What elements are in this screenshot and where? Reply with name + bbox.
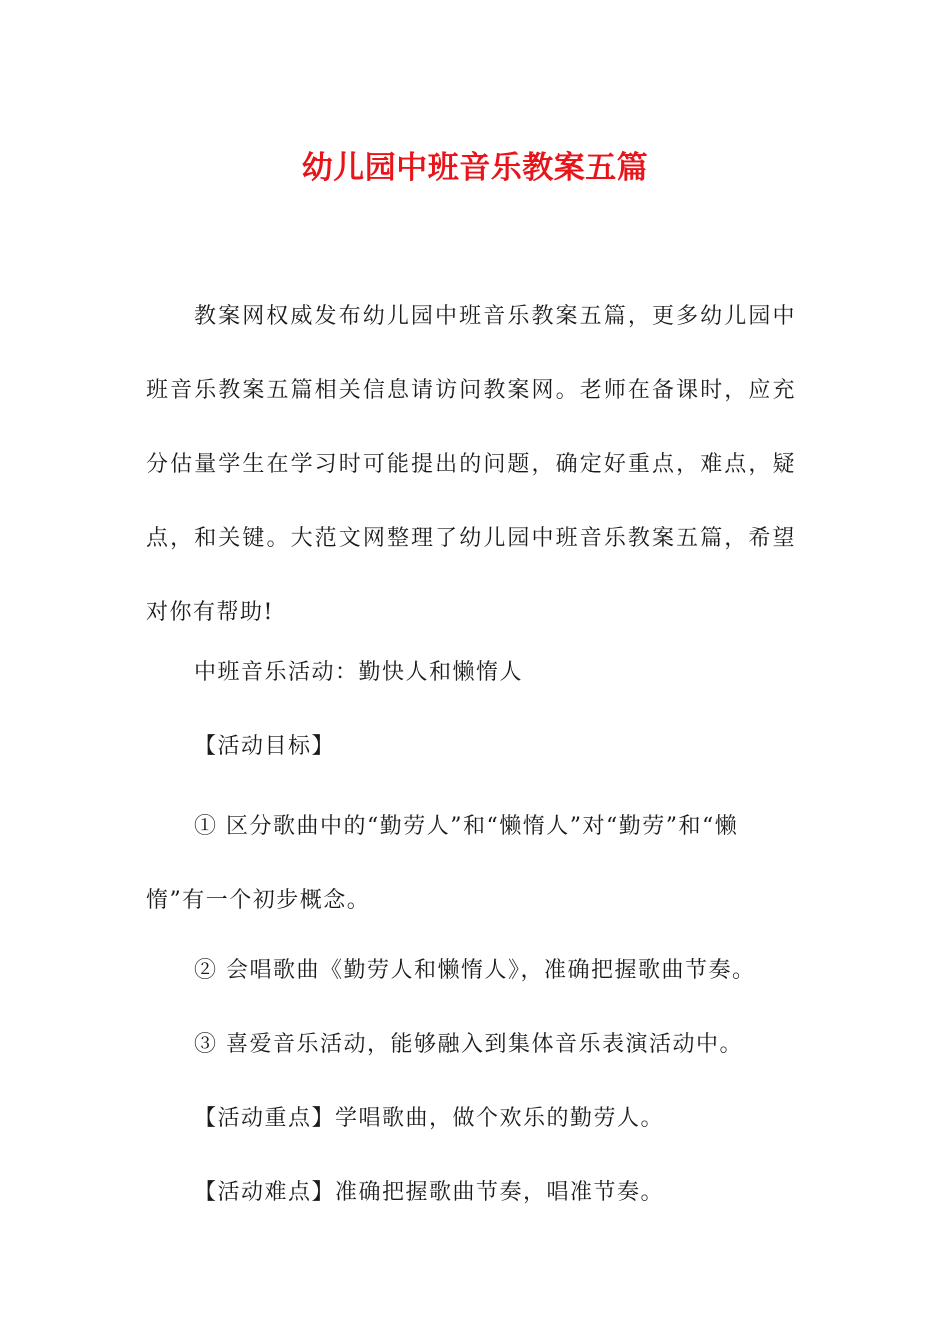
goal-item-1: ① 区分歌曲中的“勤劳人”和“懒惰人”对“勤劳”和“懒惰”有一个初步概念。	[146, 814, 739, 913]
activity-title: 中班音乐活动：勤快人和懒惰人	[194, 660, 524, 685]
goal-item-3: ③ 喜爱音乐活动，能够融入到集体音乐表演活动中。	[194, 1032, 743, 1057]
difficulty-point: 【活动难点】准确把握歌曲节奏，唱准节奏。	[194, 1180, 665, 1205]
document-title: 幼儿园中班音乐教案五篇	[301, 150, 649, 186]
key-point: 【活动重点】学唱歌曲，做个欢乐的勤劳人。	[194, 1106, 665, 1131]
intro-paragraph: 教案网权威发布幼儿园中班音乐教案五篇，更多幼儿园中班音乐教案五篇相关信息请访问教案网。老师在备课时，应充分估量学生在学习时可能提出的问题，确定好重点，难点，疑点，和关键。大范文网整理了幼儿园中班音乐教案五篇，希望对你有帮助!	[146, 304, 796, 625]
goals-heading: 【活动目标】	[194, 734, 336, 759]
goal-item-2: ② 会唱歌曲《勤劳人和懒惰人》，准确把握歌曲节奏。	[194, 958, 756, 983]
